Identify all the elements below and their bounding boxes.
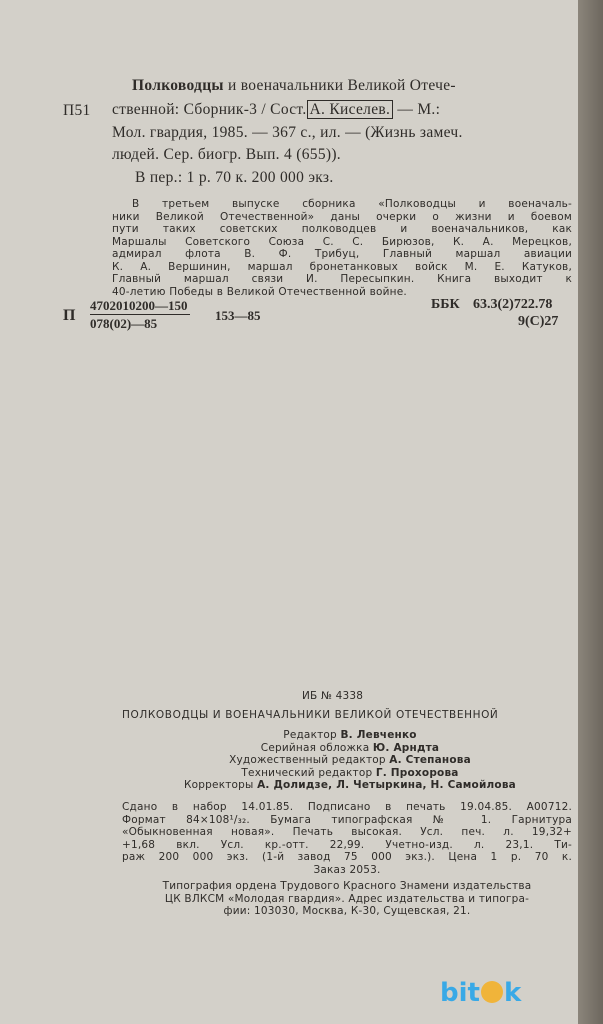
annotation-line: пути таких советских полководцев и военачальников, как xyxy=(112,223,572,235)
annotation-line: К. А. Вершинин, маршал бронетанковых войск М. Е. Катуков, xyxy=(112,260,572,273)
credit-art-editor xyxy=(150,754,550,767)
credit-name: Г. Прохорова xyxy=(375,766,459,779)
credit-name: А. Степанова xyxy=(389,754,471,766)
credit-tech-editor xyxy=(150,767,550,780)
formula-letter: П xyxy=(63,307,76,324)
annotation-line: В третьем выпуске сборника «Полководцы и военачаль- xyxy=(132,198,572,210)
printer-info xyxy=(122,880,572,918)
watermark-logo xyxy=(440,978,590,1018)
watermark-text-end: k xyxy=(503,978,522,1008)
publisher-start: — М.: xyxy=(393,101,441,118)
book-title-start: Полководцы xyxy=(132,77,224,94)
catalog-line-1 xyxy=(132,76,456,95)
credit-name: А. Долидзе, Л. Четыркина, Н. Самойлова xyxy=(257,779,516,791)
print-details xyxy=(122,801,572,876)
bbk-code-1: 63.3(2)722.78 xyxy=(473,297,553,312)
annotation-line: 40-летию Победы в Великой Отечественной войне. xyxy=(112,285,407,298)
print-detail-line: раж 200 000 экз. (1-й завод 75 000 экз.). Цена 1 р. 70 к. xyxy=(122,851,572,863)
credit-role: Редактор xyxy=(283,729,341,741)
bbk-label: ББК xyxy=(431,297,460,312)
watermark-o-icon xyxy=(481,981,503,1003)
print-detail-line: Сдано в набор 14.01.85. Подписано в печать 19.04.85. А00712. xyxy=(122,801,572,813)
credit-proofreaders xyxy=(150,779,550,792)
print-detail-line: «Обыкновенная новая». Печать высокая. Усл. печ. л. 19,32+ xyxy=(122,826,572,838)
catalog-line-2 xyxy=(112,100,440,119)
print-detail-line: +1,68 вкл. Усл. кр.-отт. 22,99. Учетно-изд. л. 23,1. Ти- xyxy=(122,838,572,851)
credit-role: Серийная обложка xyxy=(260,741,373,754)
price-line: В пер.: 1 р. 70 к. 200 000 экз. xyxy=(135,169,334,186)
credit-name: В. Левченко xyxy=(340,729,417,741)
formula-denominator: 078(02)—85 xyxy=(90,316,158,331)
annotation xyxy=(112,198,572,298)
printer-line: фии: 103030, Москва, К-30, Сущевская, 21. xyxy=(223,905,471,917)
colophon-title: ПОЛКОВОДЦЫ И ВОЕНАЧАЛЬНИКИ ВЕЛИКОЙ ОТЕЧЕСТВЕННОЙ xyxy=(122,709,499,721)
credit-role: Художественный редактор xyxy=(229,754,390,766)
printer-line: Типография ордена Трудового Красного Знамени издательства xyxy=(162,880,532,892)
catalog-line-3: Мол. гвардия, 1985. — 367 с., ил. — (Жизнь замеч. xyxy=(112,124,463,141)
formula-numerator: 4702010200—150 xyxy=(90,298,188,313)
title-rest: и военачальники Великой Отече- xyxy=(223,77,456,94)
ib-number: ИБ № 4338 xyxy=(302,690,364,702)
annotation-line: Главный маршал связи И. Пересыпкин. Книга выходит к xyxy=(112,273,572,285)
credit-role: Корректоры xyxy=(184,779,258,791)
credit-cover xyxy=(150,742,550,755)
page-edge xyxy=(578,0,603,1024)
annotation-line: Маршалы Советского Союза С. С. Бирюзов, К. А. Мерецков, xyxy=(112,235,572,248)
credit-role: Технический редактор xyxy=(241,766,376,779)
credit-name: Ю. Арндта xyxy=(372,741,440,754)
credit-editor xyxy=(150,729,550,742)
annotation-line: адмирал флота В. Ф. Трибуц, Главный маршал авиации xyxy=(112,248,572,260)
order-number: Заказ 2053. xyxy=(313,863,381,876)
bbk-code-2: 9(С)27 xyxy=(518,314,559,329)
compiler-name: А. Киселев. xyxy=(307,100,394,119)
printer-line: ЦК ВЛКСМ «Молодая гвардия». Адрес издательства и типогра- xyxy=(164,892,530,905)
watermark-text: bit xyxy=(440,978,480,1008)
title-continuation: ственной: Сборник-3 / Сост. xyxy=(112,101,307,118)
formula-right: 153—85 xyxy=(215,308,261,323)
annotation-line: ники Великой Отечественной» даны очерки о жизни и боевом xyxy=(112,210,572,223)
catalog-line-4: людей. Сер. биогр. Вып. 4 (655)). xyxy=(112,146,341,163)
print-detail-line: Формат 84×108¹/₃₂. Бумага типографская № 1. Гарнитура xyxy=(122,813,572,826)
index-code: П51 xyxy=(63,102,91,119)
formula-fraction xyxy=(90,297,190,332)
credits xyxy=(150,729,550,792)
